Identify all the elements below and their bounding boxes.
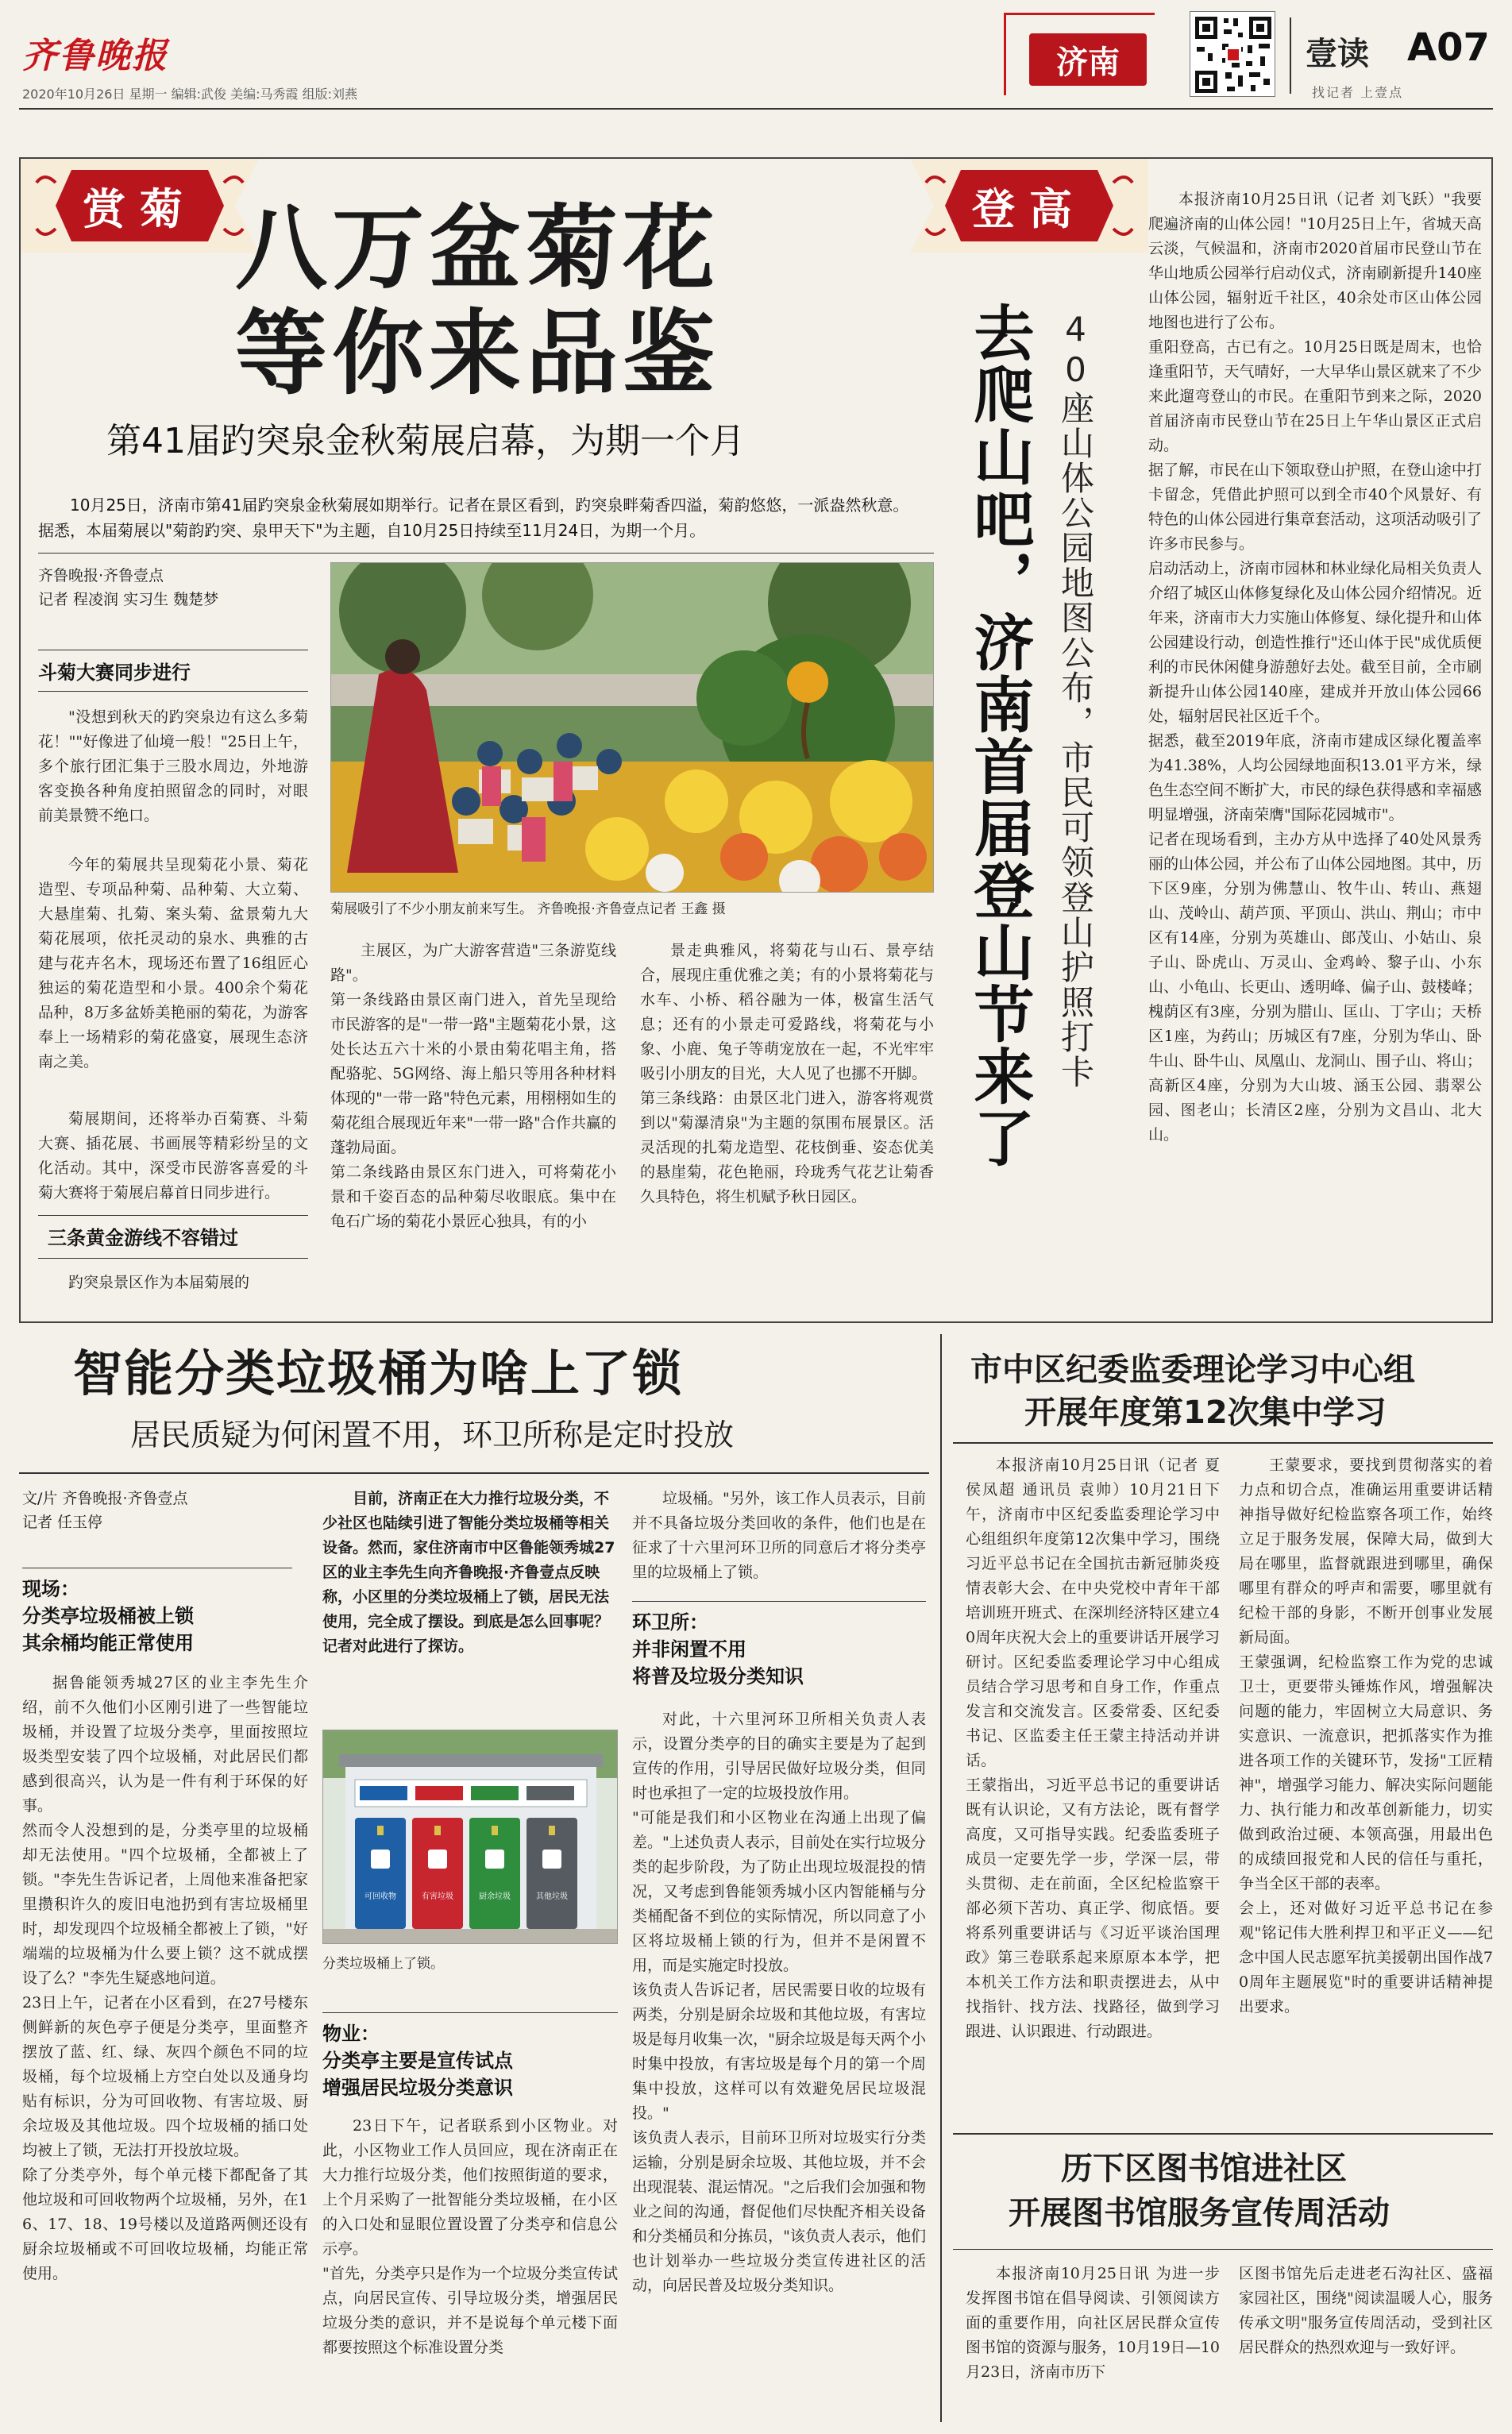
trash-headline-rule xyxy=(19,1472,929,1474)
section-2-title: 三条黄金游线不容错过 xyxy=(48,1227,238,1249)
tag-ribbon-right-label: 登高 xyxy=(972,183,1086,234)
climb-headline-vertical: 去爬山吧，济南首届登山节来了 xyxy=(964,302,1035,1169)
chrysanthemum-photo xyxy=(330,562,934,893)
col3-text: 景走典雅风，将菊花与山石、景亭结合，展现庄重优雅之美；有的小景将菊花与水车、小桥、稻谷融为一体，极富生活气息；还有的小景走可爱路线，将菊花与小象、小鹿、兔子等萌宠放在一起，不光牢牢吸引小朋友的目光，大人见了也挪不开脚。 第三条线路：由景区北门进入，游客将观赏到以"菊瀑清泉"为主题的氛围布展景区。活灵活现的扎菊龙造型、花枝倒垂、姿态优美的悬崖菊，花色艳丽，玲珑秀气花艺让菊香久具特色，将生机赋予秋日园区。 xyxy=(640,942,934,1205)
trash-col1-text: 据鲁能领秀城27区的业主李先生介绍，前不久他们小区刚引进了一些智能垃圾桶，并设置了垃圾分类亭，里面按照垃圾类型安装了四个垃圾桶，对此居民们都感到很高兴，认为是一件有利于环保的好事。 然而令人没想到的是，分类亭里的垃圾桶却无法使用。"四个垃圾桶，全都被上了锁。"李先生告诉记者，上周他来准备把家里攒积许久的废旧电池扔到有害垃圾桶里时，却发现四个垃圾桶全都被上了锁，"好端端的垃圾桶为什么要上锁？这不就成摆设了么？"李先生疑惑地问道。 23日上午，记者在小区看到，在27号楼东侧鲜新的灰色亭子便是分类亭，里面整齐摆放了蓝、红、绿、灰四个颜色不同的垃圾桶，每个垃圾桶上方空白处以及通身均贴有标识，分为可回收物、有害垃圾、厨余垃圾及其他垃圾。四个垃圾桶的插口处均被上了锁，无法打开投放垃圾。 除了分类亭外，每个单元楼下都配备了其他垃圾和可回收物两个垃圾桶，另外，在16、17、18、19号楼以及道路两侧还设有厨余垃圾桶或不可回收垃圾桶，均能正常使用。 xyxy=(22,1674,308,2282)
trash-sec3-title-1: 环卫所： xyxy=(632,1611,708,1634)
library-top-rule xyxy=(953,2133,1493,2135)
section-2-rule-top xyxy=(38,1215,308,1216)
section-badge: 济南 xyxy=(1029,33,1147,86)
feature-byline-1: 齐鲁晚报·齐鲁壹点 xyxy=(38,567,164,584)
trash-bins-photo xyxy=(322,1730,618,1944)
section-1-rule-bottom xyxy=(38,691,308,692)
trash-sec3-title-2: 并非闲置不用 xyxy=(632,1638,746,1661)
col1-paragraph-3: 菊展期间，还将举办百菊赛、斗菊大赛、插花展、书画展等精彩纷呈的文化活动。其中，深受市民游客喜爱的斗菊大赛将于菊展启幕首日同步进行。 xyxy=(38,1110,308,1202)
bin-label-hazardous: 有害垃圾 xyxy=(422,1892,453,1901)
masthead-rule xyxy=(19,108,1493,110)
trash-byline-2: 记者 任玉停 xyxy=(22,1514,103,1531)
masthead-divider xyxy=(1290,17,1291,94)
date-line: 2020年10月26日 星期一 编辑:武俊 美编:马秀霞 组版:刘燕 xyxy=(22,87,357,102)
trash-col2-bottom-text: 23日下午，记者联系到小区物业。对此，小区物业工作人员回应，现在济南正在大力推行垃圾分类，他们按照街道的要求，上个月采购了一批智能分类垃圾桶，在小区的入口处和显眼位置设置了分类亭和信息公示亭。 "首先，分类亭只是作为一个垃圾分类宣传试点，向居民宣传、引导垃圾分类，增强居民垃圾分类的意识，并不是说每个单元楼下面都要按照这个标准设置分类 xyxy=(322,2117,618,2356)
trash-sec2-title-1: 物业： xyxy=(322,2023,380,2045)
trash-intro-text: 目前，济南正在大力推行垃圾分类，不少社区也陆续引进了智能分类垃圾桶等相关设备。然而，家住济南市中区鲁能领秀城27区的业主李先生向齐鲁晚报·齐鲁壹点反映称，小区里的分类垃圾桶上了锁，居民无法使用，完全成了摆设。到底是怎么回事呢？记者对此进行了探访。 xyxy=(322,1490,615,1655)
trash-sec2-rule xyxy=(322,2012,618,2013)
qr-code-icon xyxy=(1190,11,1275,97)
tag-ribbon-left-label: 赏菊 xyxy=(83,183,197,234)
section-2-rule-bottom xyxy=(38,1258,308,1259)
feature-subhead: 第41届趵突泉金秋菊展启幕，为期一个月 xyxy=(106,421,745,461)
feature-headline-2: 等你来品鉴 xyxy=(235,300,719,407)
bottom-column-divider xyxy=(940,1334,942,2422)
section-1-title: 斗菊大赛同步进行 xyxy=(38,662,191,684)
bin-label-recyclable: 可回收物 xyxy=(364,1892,396,1901)
library-col1-text: 本报济南10月25日讯 为进一步发挥图书馆在倡导阅读、引领阅读方面的重要作用，向社区居民群众宣传图书馆的资源与服务，10月19日—10月23日，济南市历下 xyxy=(966,2265,1220,2381)
discipline-col1-text: 本报济南10月25日讯（记者 夏侯凤超 通讯员 袁帅）10月21日下午，济南市中区纪委监委理论学习中心组组织年度第12次集中学习，围绕习近平总书记在全国抗击新冠肺炎疫情表彰大会、在中央党校中青年干部培训班开班式、在深圳经济特区建立40周年庆祝大会上的重要讲话开展学习研讨。区纪委监委理论学习中心组成员结合学习思考和自身工作，作重点发言和交流发言。区委常委、区纪委书记、区监委主任王蒙主持活动并讲话。 王蒙指出，习近平总书记的重要讲话既有认识论，又有方法论，既有督学高度，又可指导实践。纪委监委班子成员一定要先学一步，学深一层，带头贯彻、走在前面，全区纪检监察干部必须下苦功、真正学、彻底悟。要将系列重要讲话与《习近平谈治国理政》第三卷联系起来原原本本学，把本机关工作方法和职责摆进去，从中找指针、找方法、找路径，做到学习跟进、认识跟进、行动跟进。 xyxy=(966,1456,1220,2040)
masthead xyxy=(0,0,1512,111)
trash-story-headline: 智能分类垃圾桶为啥上了锁 xyxy=(73,1344,684,1402)
trash-sec3-title-3: 将普及垃圾分类知识 xyxy=(632,1665,804,1688)
lead-rule xyxy=(38,553,934,554)
col2-text: 主展区，为广大游客营造"三条游览线路"。 第一条线路由景区南门进入，首先呈现给市民游客的是"一带一路"主题菊花小景，这处长达五六十米的小景由菊花唱主角，搭配骆驼、5G网络、海上船只等用各种材料体现的"一带一路"特色元素，用栩栩如生的菊花组合展现近年来"一带一路"合作共赢的蓬勃局面。 第二条线路由景区东门进入，可将菊花小景和千姿百态的品种菊尽收眼底。集中在龟石广场的菊花小景匠心独具，有的小 xyxy=(330,942,616,1230)
qr-caption: 找记者 上壹点 xyxy=(1312,85,1404,100)
tag-ribbon-right xyxy=(910,159,1148,253)
col1-paragraph-1: "没想到秋天的趵突泉边有这么多菊花！""好像进了仙境一般！"25日上午，多个旅行团汇集于三股水周边，外地游客变换各种角度拍照留念的同时，对眼前美景赞不绝口。 xyxy=(38,708,308,824)
trash-col3-top-text: 垃圾桶。"另外，该工作人员表示，目前并不具备垃圾分类回收的条件，他们也是在征求了十六里河环卫所的同意后才将分类亭里的垃圾桶上了锁。 xyxy=(632,1490,926,1581)
trash-sec2-title-3: 增强居民垃圾分类意识 xyxy=(322,2077,513,2099)
library-headline-2: 开展图书馆服务宣传周活动 xyxy=(1009,2195,1390,2231)
trash-sec2-title-2: 分类亭主要是宣传试点 xyxy=(322,2050,513,2072)
feature-headline-1: 八万盆菊花 xyxy=(235,195,719,303)
climb-story-body: 本报济南10月25日讯（记者 刘飞跃）"我要爬遍济南的山体公园！"10月25日上午，省城天高云淡，气候温和，济南市2020首届市民登山节在华山地质公园举行启动仪式，济南刷新提升140座山体公园，辐射近千社区，40余处市区山体公园地图也进行了公布。 重阳登高，古已有之。10月25日既是周末，也恰逢重阳节，天气晴好，一大早华山景区就来了不少来此遛弯登山的市民。在重阳节到来之际，2020首届济南市民登山节在25日上午华山景区正式启动。 据了解，市民在山下领取登山护照，在登山途中打卡留念，凭借此护照可以到全市40个风景好、有特色的山体公园进行集章套活动，这项活动吸引了许多市民参与。 启动活动上，济南市园林和林业绿化局相关负责人介绍了城区山体修复绿化及山体公园介绍情况。近年来，济南市大力实施山体修复、绿化提升和山体公园建设行动，创造性推行"还山体于民"成优质便利的市民休闲健身游憩好去处。截至目前，全市刷新提升山体公园140座，建成并开放山体公园66处，辐射居民社区近千个。 据悉，截至2019年底，济南市建成区绿化覆盖率为41.38%，人均公园绿地面积13.01平方米，绿色生态空间不断扩大，市民的绿色获得感和幸福感明显增强，济南荣膺"国际花园城市"。 记者在现场看到，主办方从中选择了40处风景秀丽的山体公园，并公布了山体公园地图。其中，历下区9座，分别为佛慧山、牧牛山、转山、燕翅山、茂岭山、葫芦顶、平顶山、洪山、荆山；市中区有14座，分别为英雄山、郎茂山、小姑山、泉子山、卧虎山、万灵山、金鸡岭、黎子山、小东山、小龟山、长更山、透明峰、偏子山、鼓楼峰；槐荫区有3座，分别为腊山、匡山、丁字山；天桥区1座，为药山；历城区有7座，分别为华山、卧牛山、卧牛山、凤凰山、龙洞山、围子山、将山；高新区4座，分别为大山坡、涵玉公园、翡翠公园、图老山；长清区2座，分别为文昌山、北大山。 xyxy=(1148,191,1482,1144)
feature-lead: 10月25日，济南市第41届趵突泉金秋菊展如期举行。记者在景区看到，趵突泉畔菊香四溢，菊韵悠悠，一派盎然秋意。据悉，本届菊展以"菊韵趵突、泉甲天下"为主题，自10月25日持续至11月24日，为期一个月。 xyxy=(38,496,909,540)
newspaper-logo: 齐鲁晚报 xyxy=(22,36,168,76)
page-label: 壹读 xyxy=(1306,36,1369,72)
trash-sec3-rule xyxy=(632,1601,926,1602)
col1-paragraph-2: 今年的菊展共呈现菊花小景、菊花造型、专项品种菊、品种菊、大立菊、大悬崖菊、扎菊、案头菊、盆景菊九大菊花展项，依托灵动的泉水、典雅的古建与花卉名木，现场还布置了16组匠心独运的菊花造型和小景。400余个菊花品种，8万多盆娇美艳丽的菊花，为游客奉上一场精彩的菊花盛宴，展现生态济南之美。 xyxy=(38,856,308,1070)
tag-ribbon-left xyxy=(21,159,259,253)
bin-label-other: 其他垃圾 xyxy=(536,1892,568,1901)
trash-photo-caption: 分类垃圾桶上了锁。 xyxy=(322,1956,444,1972)
library-headline-1: 历下区图书馆进社区 xyxy=(1061,2150,1347,2187)
trash-sec1-title-1: 现场： xyxy=(22,1578,79,1600)
page-number: A07 xyxy=(1407,25,1490,70)
feature-byline-2: 记者 程凌润 实习生 魏楚梦 xyxy=(38,591,219,608)
col1-paragraph-4: 趵突泉景区作为本届菊展的 xyxy=(68,1274,250,1291)
discipline-headline-rule xyxy=(953,1442,1493,1444)
trash-byline-1: 文/片 齐鲁晚报·齐鲁壹点 xyxy=(22,1490,188,1507)
library-col2-text: 区图书馆先后走进老石沟社区、盛福家园社区，围绕"阅读温暖人心，服务传承文明"服务宣传周活动，受到社区居民群众的热烈欢迎与一致好评。 xyxy=(1239,2265,1493,2356)
library-headline-rule xyxy=(953,2249,1493,2250)
trash-col3-text: 对此，十六里河环卫所相关负责人表示，设置分类亭的目的确实主要是为了起到宣传的作用，引导居民做好垃圾分类，但同时也承担了一定的垃圾投放作用。 "可能是我们和小区物业在沟通上出现了偏差。"上述负责人表示，目前处在实行垃圾分类的起步阶段，为了防止出现垃圾混投的情况，又考虑到鲁能领秀城小区内智能桶与分类桶配备不到位的实际情况，所以同意了小区将垃圾桶上锁的行为，但并不是闲置不用，而是实施定时投放。 该负责人告诉记者，居民需要日收的垃圾有两类，分别是厨余垃圾和其他垃圾，有害垃圾是每月收集一次，"厨余垃圾是每天两个小时集中投放，有害垃圾是每个月的第一个周集中投放，这样可以有效避免居民垃圾混投。" 该负责人表示，目前环卫所对垃圾实行分类运输，分别是厨余垃圾、其他垃圾，并不会出现混装、混运情况。"之后我们会加强和物业之间的沟通，督促他们尽快配齐相关设备和分类桶员和分拣员，"该负责人表示，他们也计划举办一些垃圾分类宣传进社区的活动，向居民普及垃圾分类知识。 xyxy=(632,1711,926,2294)
climb-subhead-vertical: 40座山体公园地图公布，市民可领登山护照打卡 xyxy=(1056,310,1095,1090)
bin-label-kitchen: 厨余垃圾 xyxy=(479,1892,511,1901)
discipline-headline-2: 开展年度第12次集中学习 xyxy=(1024,1394,1387,1431)
chrysanthemum-photo-caption: 菊展吸引了不少小朋友前来写生。 齐鲁晚报·齐鲁壹点记者 王鑫 摄 xyxy=(330,901,726,917)
trash-story-subhead: 居民质疑为何闲置不用，环卫所称是定时投放 xyxy=(130,1418,735,1452)
discipline-headline-1: 市中区纪委监委理论学习中心组 xyxy=(970,1352,1415,1388)
trash-sec1-title-3: 其余桶均能正常使用 xyxy=(22,1632,194,1654)
trash-sec1-title-2: 分类亭垃圾桶被上锁 xyxy=(22,1605,194,1627)
discipline-col2-text: 王蒙要求，要找到贯彻落实的着力点和切合点，准确运用重要讲话精神指导做好纪检监察各项工作，始终立足于服务发展，保障大局，做到大局在哪里，监督就跟进到哪里，确保哪里有群众的呼声和需要，哪里就有纪检干部的身影，不断开创事业发展新局面。 王蒙强调，纪检监察工作为党的忠诚卫士，更要带头锤炼作风，增强解决问题的能力，牢固树立大局意识、务实意识、一流意识，把抓落实作为推进各项工作的关键环节，发扬"工匠精神"，增强学习能力、解决实际问题能力、执行能力和改革创新能力，切实做到政治过硬、本领高强，用最出色的成绩回报党和人民的信任与重托，争当全区干部的表率。 会上，还对做好习近平总书记在参观"铭记伟大胜利捍卫和平正义——纪念中国人民志愿军抗美援朝出国作战70周年主题展览"时的重要讲话精神提出要求。 xyxy=(1239,1456,1493,2015)
